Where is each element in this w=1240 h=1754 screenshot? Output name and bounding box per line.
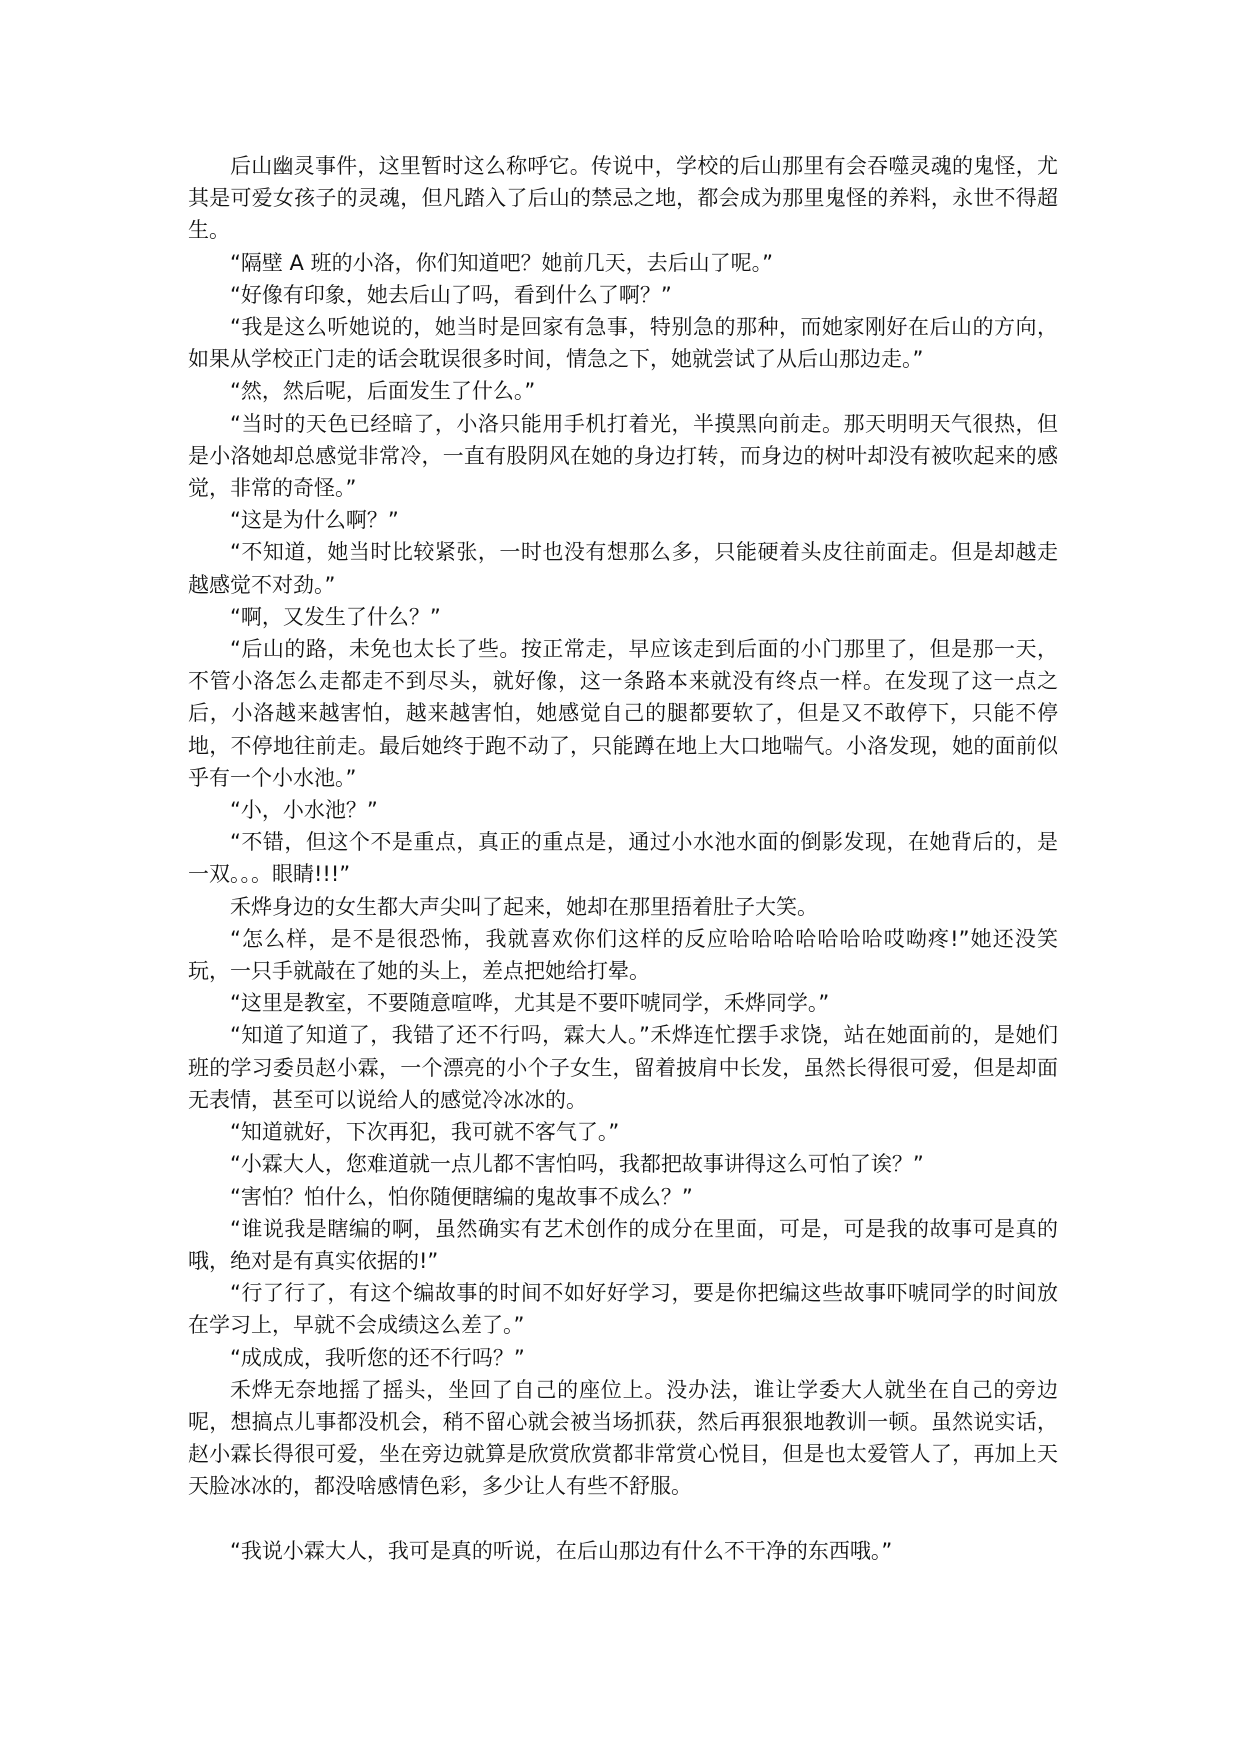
paragraph-12: “不错，但这个不是重点，真正的重点是，通过小水池水面的倒影发现，在她背后的，是一双。。。眼睛!!!” (188, 830, 1058, 887)
paragraph-2: “隔壁 A 班的小洛，你们知道吧？她前几天，去后山了呢。” (230, 250, 773, 275)
paragraph-15: “这里是教室，不要随意喧哗，尤其是不要吓唬同学，禾烨同学。” (230, 991, 830, 1016)
paragraph-3: “好像有印象，她去后山了吗，看到什么了啊？” (230, 282, 672, 307)
paragraph-23: 禾烨无奈地摇了摇头，坐回了自己的座位上。没办法，谁让学委大人就坐在自己的旁边呢，想搞点儿事都没机会，稍不留心就会被当场抓获，然后再狠狠地教训一顿。虽然说实话，赵小霖长得很可爱，坐在旁边就算是欣赏欣赏都非常赏心悦目，但是也太爱管人了，再加上天天脸冰冰的，都没啥感情色彩，多少让人有些不舒服。 (188, 1377, 1058, 1499)
paragraph-5: “然，然后呢，后面发生了什么。” (230, 379, 536, 404)
paragraph-7: “这是为什么啊？” (230, 508, 399, 533)
paragraph-17: “知道就好，下次再犯，我可就不客气了。” (230, 1120, 620, 1145)
paragraph-19: “害怕？怕什么，怕你随便瞎编的鬼故事不成么？” (230, 1184, 693, 1209)
paragraph-20: “谁说我是瞎编的啊，虽然确实有艺术创作的成分在里面，可是，可是我的故事可是真的哦，绝对是有真实依据的!” (188, 1216, 1058, 1273)
paragraph-10: “后山的路，未免也太长了些。按正常走，早应该走到后面的小门那里了，但是那一天，不管小洛怎么走都走不到尽头，就好像，这一条路本来就没有终点一样。在发现了这一点之后，小洛越来越害怕，越来越害怕，她感觉自己的腿都要软了，但是又不敢停下，只能不停地，不停地往前走。最后她终于跑不动了，只能蹲在地上大口地喘气。小洛发现，她的面前似乎有一个小水池。” (188, 637, 1058, 790)
paragraph-1: 后山幽灵事件，这里暂时这么称呼它。传说中，学校的后山那里有会吞噬灵魂的鬼怪，尤其是可爱女孩子的灵魂，但凡踏入了后山的禁忌之地，都会成为那里鬼怪的养料，永世不得超生。 (188, 154, 1058, 243)
paragraph-18: “小霖大人，您难道就一点儿都不害怕吗，我都把故事讲得这么可怕了诶？” (230, 1152, 924, 1177)
paragraph-13: 禾烨身边的女生都大声尖叫了起来，她却在那里捂着肚子大笑。 (230, 894, 818, 919)
paragraph-11: “小，小水池？” (230, 798, 378, 823)
paragraph-16: “知道了知道了，我错了还不行吗，霖大人。”禾烨连忙摆手求饶，站在她面前的，是她们班的学习委员赵小霖，一个漂亮的小个子女生，留着披肩中长发，虽然长得很可爱，但是却面无表情，甚至可以说给人的感觉冷冰冰的。 (188, 1023, 1058, 1112)
paragraph-22: “成成成，我听您的还不行吗？” (230, 1345, 525, 1370)
story-text (188, 150, 1058, 1567)
paragraph-24: “我说小霖大人，我可是真的听说，在后山那边有什么不干净的东西哦。” (230, 1538, 893, 1563)
paragraph-4: “我是这么听她说的，她当时是回家有急事，特别急的那种，而她家刚好在后山的方向，如果从学校正门走的话会耽误很多时间，情急之下，她就尝试了从后山那边走。” (188, 315, 1058, 372)
paragraph-6: “当时的天色已经暗了，小洛只能用手机打着光，半摸黑向前走。那天明明天气很热，但是小洛她却总感觉非常冷，一直有股阴风在她的身边打转，而身边的树叶却没有被吹起来的感觉，非常的奇怪。” (188, 411, 1058, 501)
paragraph-9: “啊，又发生了什么？” (230, 604, 441, 629)
paragraph-14: “怎么样，是不是很恐怖，我就喜欢你们这样的反应哈哈哈哈哈哈哈哎呦疼!”她还没笑玩，一只手就敲在了她的头上，差点把她给打晕。 (188, 926, 1058, 984)
paragraph-8: “不知道，她当时比较紧张，一时也没有想那么多，只能硬着头皮往前面走。但是却越走越感觉不对劲。” (188, 540, 1058, 597)
paragraph-21: “行了行了，有这个编故事的时间不如好好学习，要是你把编这些故事吓唬同学的时间放在学习上，早就不会成绩这么差了。” (188, 1281, 1058, 1338)
